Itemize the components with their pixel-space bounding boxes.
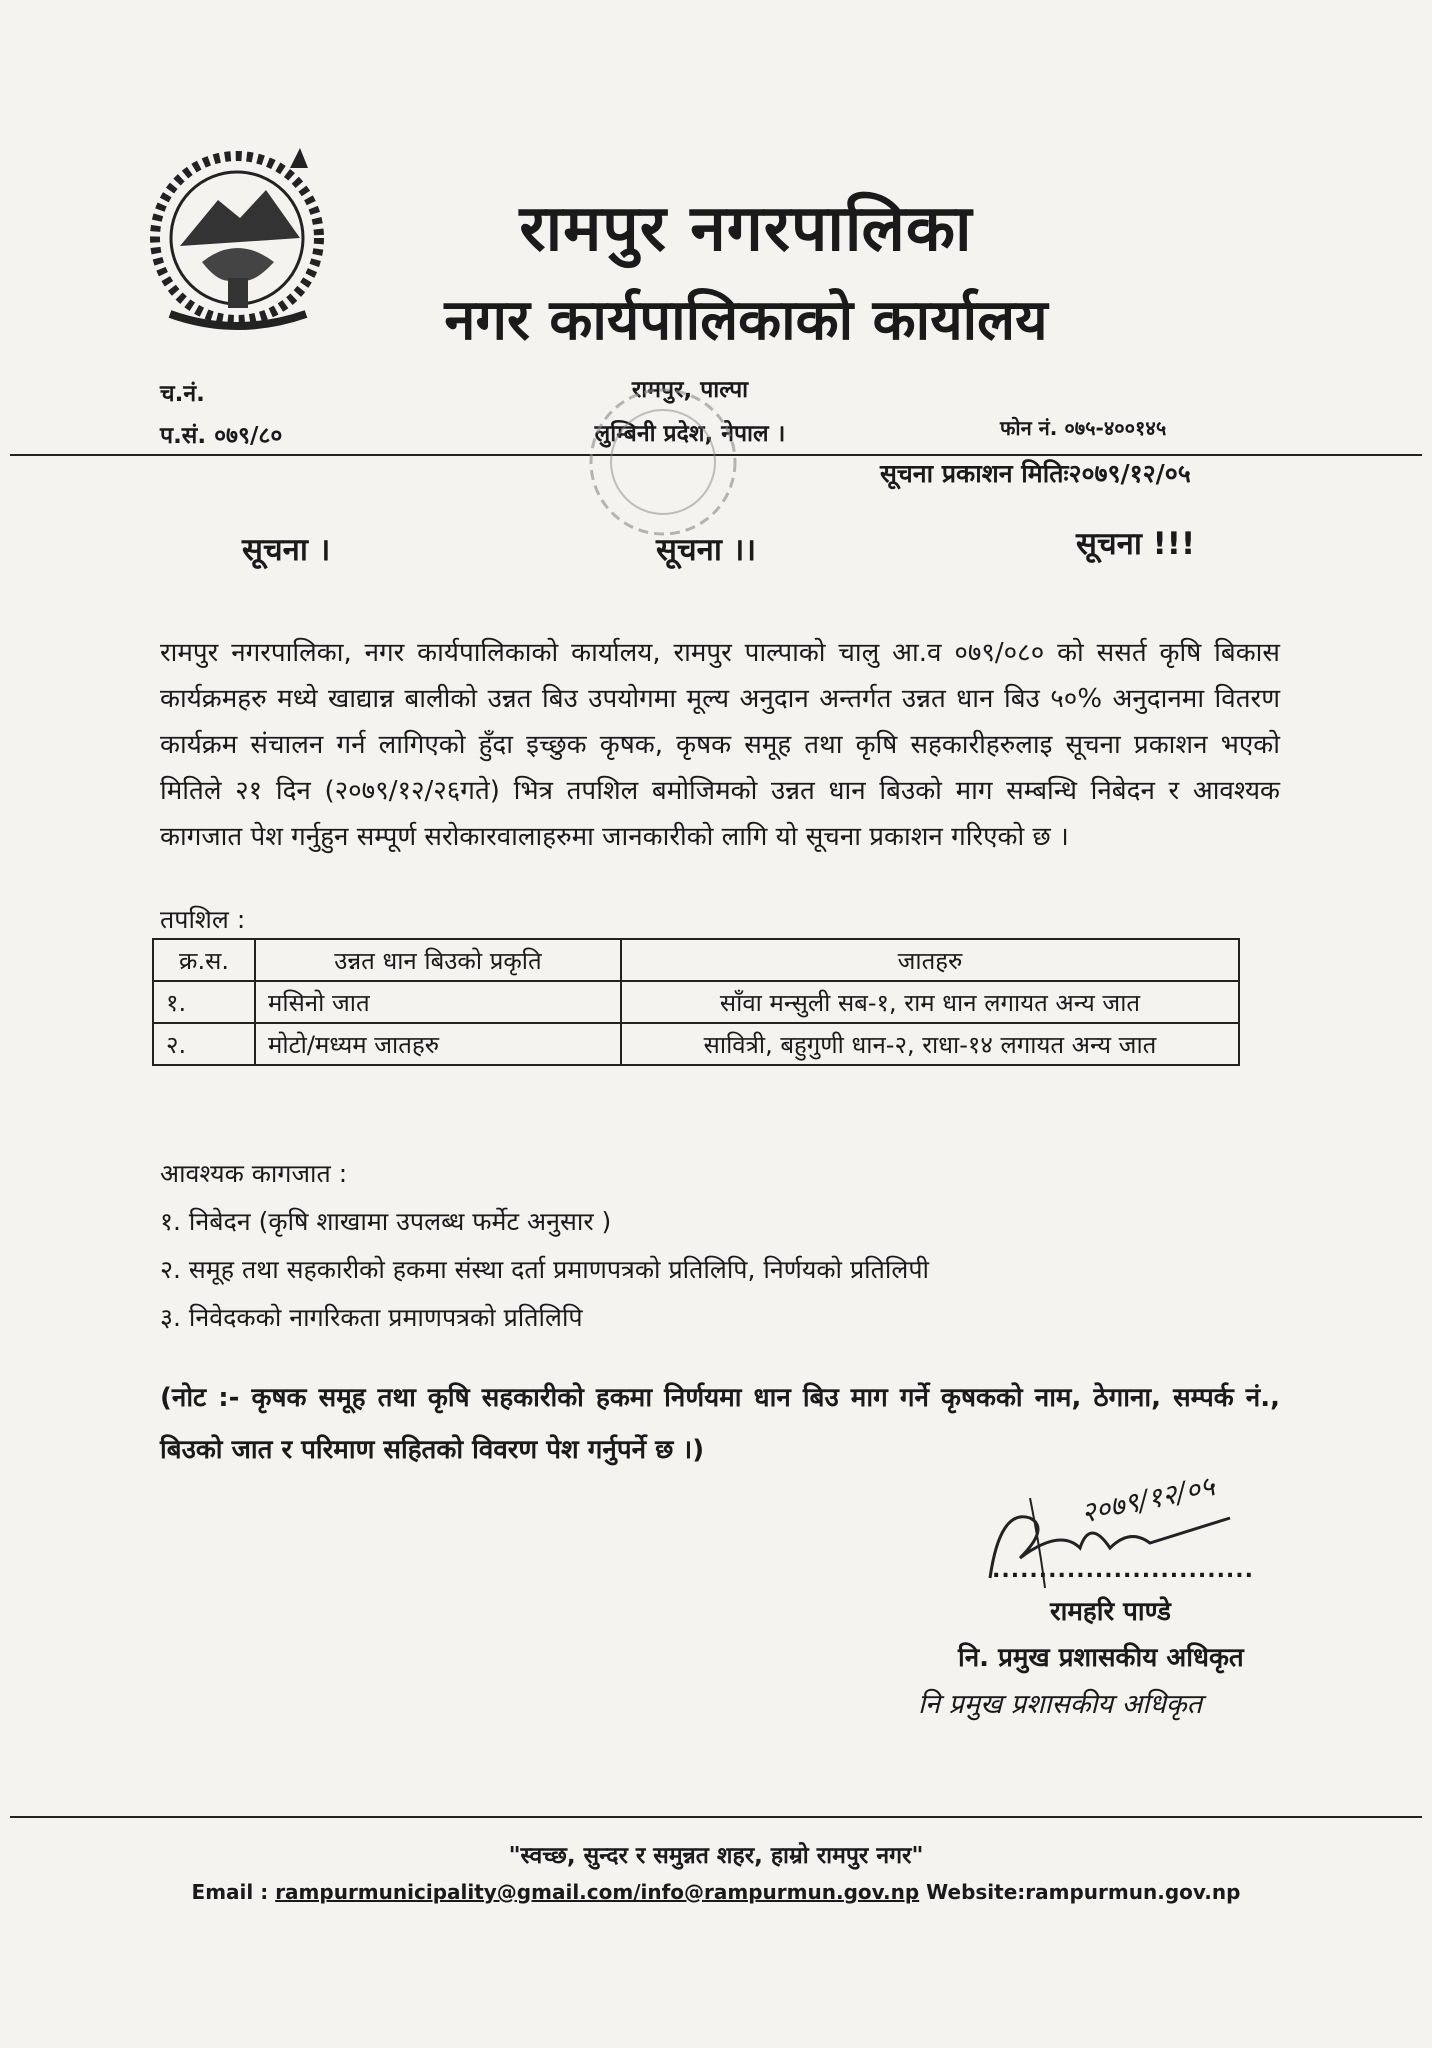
notice-heading-3: सूचना !!! — [1076, 526, 1196, 562]
website-link[interactable]: Website:rampurmun.gov.np — [926, 1880, 1241, 1904]
row-serial: १. — [153, 981, 255, 1023]
location-line1: रामपुर, पाल्पा — [631, 377, 749, 403]
designation-stamp: नि प्रमुख प्रशासकीय अधिकृत — [918, 1689, 1203, 1720]
seed-variety-table — [152, 938, 1240, 1066]
column-header-varieties: जातहरु — [621, 939, 1239, 981]
column-header-serial: क्र.स. — [153, 939, 255, 981]
row-type: मसिनो जात — [255, 981, 621, 1023]
footer-contact — [0, 1880, 1432, 1904]
details-label: तपशिल : — [160, 905, 246, 934]
email-label: Email : — [191, 1880, 269, 1904]
table-row — [153, 981, 1239, 1023]
note-paragraph: (नोट :- कृषक समूह तथा कृषि सहकारीको हकमा निर्णयमा धान बिउ माग गर्ने कृषकको नाम, ठेगाना, सम्पर्क नं., बिउको जात र परिमाण सहितको विवरण पेश गर्नुपर्ने छ ।) — [160, 1383, 1280, 1465]
document-item: २. समूह तथा सहकारीको हकमा संस्था दर्ता प्रमाणपत्रको प्रतिलिपि, निर्णयको प्रतिलिपी — [160, 1255, 929, 1284]
publish-date: सूचना प्रकाशन मितिः२०७९/१२/०५ — [880, 459, 1191, 488]
table-row — [153, 1023, 1239, 1065]
row-varieties: साँवा मन्सुली सब-१, राम धान लगायत अन्य जात — [621, 981, 1239, 1023]
municipality-name: रामपुर नगरपालिका — [519, 192, 973, 266]
notice-heading-1: सूचना । — [242, 532, 331, 568]
office-name: नगर कार्यपालिकाको कार्यालय — [444, 288, 1048, 353]
signature-dots: ............................ — [992, 1558, 1255, 1583]
row-type: मोटो/मध्यम जातहरु — [255, 1023, 621, 1065]
row-serial: २. — [153, 1023, 255, 1065]
phone-number: फोन नं. ०७५-४००१४५ — [1000, 416, 1167, 440]
document-item: १. निबेदन (कृषि शाखामा उपलब्ध फर्मेट अनुसार ) — [160, 1207, 612, 1236]
email-link[interactable]: rampurmunicipality@gmail.com/info@rampurmun.gov.np — [275, 1880, 920, 1904]
location-line2: लुम्बिनी प्रदेश, नेपाल । — [594, 421, 786, 447]
fiscal-year: प.सं. ०७९/८० — [160, 423, 283, 449]
notice-heading-2: सूचना ।। — [656, 532, 757, 568]
table-header-row — [153, 939, 1239, 981]
column-header-type: उन्नत धान बिउको प्रकृति — [255, 939, 621, 981]
footer-divider — [10, 1816, 1422, 1818]
reference-number-label: च.नं. — [160, 381, 205, 407]
required-documents — [160, 1150, 929, 1342]
notice-body: रामपुर नगरपालिका, नगर कार्यपालिकाको कार्यालय, रामपुर पाल्पाको चालु आ.व ०७९/०८० को ससर्त कृषि बिकास कार्यक्रमहरु मध्ये खाद्यान्न बालीको उन्नत बिउ उपयोगमा मूल्य अनुदान अन्तर्गत उन्नत धान बिउ ५०% अनुदानमा वितरण कार्यक्रम संचालन गर्न लागिएको हुँदा इच्छुक कृषक, कृषक समूह तथा कृषि सहकारीहरुलाइ सूचना प्रकाशन भएको मितिले २१ दिन (२०७९/१२/२६गते) भित्र तपशिल बमोजिमको उन्नत धान बिउको माग सम्बन्धि निबेदन र आवश्यक कागजात पेश गर्नुहुन सम्पूर्ण सरोकारवालाहरुमा जानकारीको लागि यो सूचना प्रकाशन गरिएको छ । — [160, 638, 1280, 852]
handwritten-date: २०७९/१२/०५ — [1078, 1469, 1218, 1530]
footer-motto: "स्वच्छ, सुन्दर र समुन्नत शहर, हाम्रो रामपुर नगर" — [508, 1843, 924, 1869]
signatory-designation: नि. प्रमुख प्रशासकीय अधिकृत — [958, 1643, 1244, 1673]
row-varieties: सावित्री, बहुगुणी धान-२, राधा-१४ लगायत अन्य जात — [621, 1023, 1239, 1065]
document-item: ३. निवेदकको नागरिकता प्रमाणपत्रको प्रतिलिपि — [160, 1303, 583, 1332]
documents-label: आवश्यक कागजात : — [160, 1159, 348, 1188]
signatory-name: रामहरि पाण्डे — [1050, 1597, 1171, 1627]
